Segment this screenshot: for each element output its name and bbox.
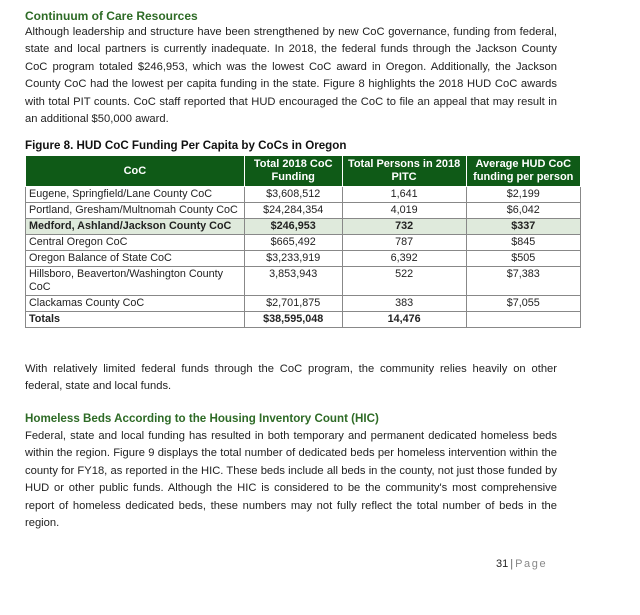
cell-persons: 4,019 <box>342 203 466 219</box>
header-average-funding: Average HUD CoC funding per person <box>466 156 580 187</box>
page-number-separator: | <box>510 558 514 570</box>
cell-avg: $845 <box>466 235 580 251</box>
page-number <box>496 558 547 570</box>
cell-coc: Medford, Ashland/Jackson County CoC <box>26 219 245 235</box>
page-label: Page <box>515 558 548 570</box>
cell-persons: 6,392 <box>342 251 466 267</box>
cell-avg: $2,199 <box>466 187 580 203</box>
table-row <box>26 203 581 219</box>
table-row <box>26 296 581 312</box>
header-total-funding: Total 2018 CoC Funding <box>244 156 342 187</box>
table-row <box>26 235 581 251</box>
cell-coc: Portland, Gresham/Multnomah County CoC <box>26 203 245 219</box>
federal-funds-paragraph: With relatively limited federal funds through the CoC program, the community relies heavily on other federal, state and local funds. <box>25 363 557 393</box>
cell-funding: $2,701,875 <box>244 296 342 312</box>
section-heading-homeless-beds: Homeless Beds According to the Housing Inventory Count (HIC) <box>25 412 379 425</box>
cell-persons: 732 <box>342 219 466 235</box>
cell-persons: 383 <box>342 296 466 312</box>
cell-avg: $7,055 <box>466 296 580 312</box>
table-totals-row <box>26 312 581 328</box>
cell-persons: 522 <box>342 267 466 296</box>
table-row <box>26 251 581 267</box>
cell-avg: $337 <box>466 219 580 235</box>
header-total-persons: Total Persons in 2018 PITC <box>342 156 466 187</box>
cell-totals-avg <box>466 312 580 328</box>
header-coc: CoC <box>26 156 245 187</box>
cell-avg: $6,042 <box>466 203 580 219</box>
cell-totals-label: Totals <box>26 312 245 328</box>
homeless-beds-paragraph: Federal, state and local funding has resulted in both temporary and permanent dedicated homeless beds within the region. Figure 9 displays the total number of dedicated beds per homeless intervention within the county for FY18, as reported in the HIC. These beds include all beds in the county, not just those funded by HUD or other public funds. Although the HIC is considered to be the community's most comprehensive report of homeless dedicated beds, these numbers may not fully reflect the total number of beds in the region. <box>25 430 557 530</box>
cell-funding: $246,953 <box>244 219 342 235</box>
cell-funding: $3,233,919 <box>244 251 342 267</box>
cell-persons: 787 <box>342 235 466 251</box>
cell-funding: $24,284,354 <box>244 203 342 219</box>
section-heading-continuum-of-care: Continuum of Care Resources <box>25 9 198 23</box>
page-number-value: 31 <box>496 558 509 570</box>
continuum-of-care-paragraph: Although leadership and structure have been strengthened by new CoC governance, funding from federal, state and local partners is currently inadequate. In 2018, the federal funds through the Jackson County CoC program totaled $246,953, which was the lowest CoC award in Oregon. Additionally, the Jackson County CoC had the lowest per capita funding in the state. Figure 8 highlights the 2018 HUD CoC awards with total PIT counts. CoC staff reported that HUD encouraged the CoC to file an appeal that may result in an additional $50,000 award. <box>25 26 557 126</box>
cell-coc: Clackamas County CoC <box>26 296 245 312</box>
table-header-row <box>26 156 581 187</box>
figure-8-title: Figure 8. HUD CoC Funding Per Capita by CoCs in Oregon <box>25 139 347 152</box>
cell-coc: Central Oregon CoC <box>26 235 245 251</box>
cell-totals-funding: $38,595,048 <box>244 312 342 328</box>
cell-funding: $3,608,512 <box>244 187 342 203</box>
coc-funding-table <box>25 155 581 328</box>
cell-funding: 3,853,943 <box>244 267 342 296</box>
table-row <box>26 267 581 296</box>
cell-persons: 1,641 <box>342 187 466 203</box>
cell-funding: $665,492 <box>244 235 342 251</box>
cell-totals-persons: 14,476 <box>342 312 466 328</box>
cell-coc: Eugene, Springfield/Lane County CoC <box>26 187 245 203</box>
cell-avg: $7,383 <box>466 267 580 296</box>
table-row-highlighted <box>26 219 581 235</box>
cell-avg: $505 <box>466 251 580 267</box>
cell-coc: Hillsboro, Beaverton/Washington County CoC <box>26 267 245 296</box>
table-row <box>26 187 581 203</box>
cell-coc: Oregon Balance of State CoC <box>26 251 245 267</box>
